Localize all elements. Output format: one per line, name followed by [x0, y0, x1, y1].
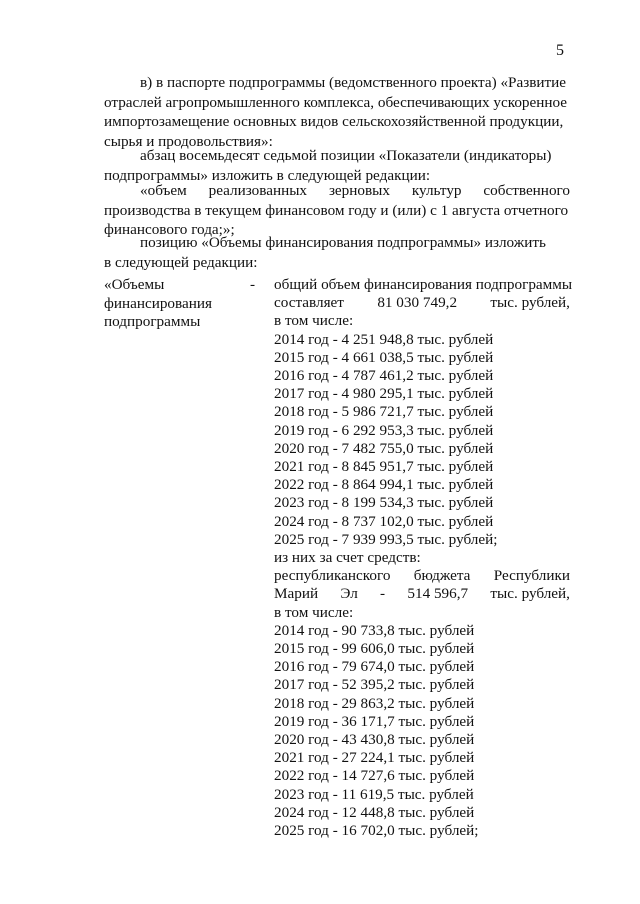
- position-line-1: позицию «Объемы финансирования подпрограммы» изложить: [140, 234, 546, 251]
- budget-dash: -: [380, 585, 386, 603]
- budget-unit: тыс. рублей,: [490, 585, 570, 603]
- intro-line-1: в) в паспорте подпрограммы (ведомственного проекта) «Развитие: [140, 74, 567, 91]
- total-amount: 81 030 749,2: [377, 294, 458, 312]
- year-total-row: 2015 год - 4 661 038,5 тыс. рублей: [274, 348, 494, 366]
- year-total-row: 2022 год - 8 864 994,1 тыс. рублей: [274, 476, 494, 494]
- in-that-label-2: в том числе:: [274, 603, 354, 621]
- quote-word: реализованных: [208, 182, 308, 199]
- left-label-line: подпрограммы: [104, 313, 201, 330]
- year-budget-row: 2017 год - 52 395,2 тыс. рублей: [274, 676, 475, 694]
- table-left-label: [104, 276, 266, 332]
- total-word: составляет: [274, 294, 344, 312]
- year-total-row: 2016 год - 4 787 461,2 тыс. рублей: [274, 367, 494, 385]
- year-total-row: 2019 год - 6 292 953,3 тыс. рублей: [274, 421, 494, 439]
- budget-amount: 514 596,7: [407, 585, 469, 603]
- budget-line-2: [274, 585, 570, 603]
- table-right-content: [274, 276, 573, 840]
- total-unit: тыс. рублей,: [490, 294, 570, 312]
- table-dash: -: [250, 276, 256, 293]
- left-label-line: финансирования: [104, 294, 212, 312]
- position-paragraph: [104, 233, 570, 272]
- year-total-row: 2017 год - 4 980 295,1 тыс. рублей: [274, 385, 494, 403]
- quote-line-1: [104, 181, 570, 201]
- abzac-line-2: подпрограммы» изложить в следующей редакции:: [104, 166, 431, 184]
- year-budget-row: 2015 год - 99 606,0 тыс. рублей: [274, 640, 475, 658]
- quote-word: культур: [411, 182, 462, 199]
- budget-word: республиканского: [274, 567, 391, 585]
- year-total-row: 2024 год - 8 737 102,0 тыс. рублей: [274, 512, 494, 530]
- years-total-list: [274, 331, 570, 549]
- position-line-2: в следующей редакции:: [104, 253, 258, 271]
- year-budget-row: 2021 год - 27 224,1 тыс. рублей: [274, 749, 475, 767]
- intro-line-4: сырья и продовольствия»:: [104, 132, 273, 150]
- year-budget-row: 2024 год - 12 448,8 тыс. рублей: [274, 803, 475, 821]
- quote-line-3: финансового года;»;: [104, 221, 235, 238]
- year-total-row: 2018 год - 5 986 721,7 тыс. рублей: [274, 403, 494, 421]
- budget-line-1: [274, 567, 570, 585]
- year-budget-row: 2019 год - 36 171,7 тыс. рублей: [274, 712, 475, 730]
- abzac-paragraph: [104, 146, 570, 185]
- year-total-row: 2025 год - 7 939 993,5 тыс. рублей;: [274, 530, 498, 548]
- of-them-label: из них за счет средств:: [274, 549, 421, 567]
- total-line-2: [274, 294, 570, 312]
- quote-paragraph: [104, 181, 570, 240]
- year-budget-row: 2018 год - 29 863,2 тыс. рублей: [274, 694, 475, 712]
- year-total-row: 2020 год - 7 482 755,0 тыс. рублей: [274, 439, 494, 457]
- in-that-label: в том числе:: [274, 312, 354, 330]
- year-budget-row: 2023 год - 11 619,5 тыс. рублей: [274, 785, 474, 803]
- year-budget-row: 2020 год - 43 430,8 тыс. рублей: [274, 731, 475, 749]
- quote-word: собственного: [483, 182, 570, 199]
- year-total-row: 2014 год - 4 251 948,8 тыс. рублей: [274, 330, 494, 348]
- quote-word: «объем: [140, 182, 187, 199]
- left-label-line: «Объемы: [104, 276, 165, 293]
- budget-word: Марий: [274, 585, 319, 603]
- intro-line-3: импортозамещение основных видов сельскохозяйственной продукции,: [104, 113, 564, 130]
- year-budget-row: 2014 год - 90 733,8 тыс. рублей: [274, 621, 475, 639]
- year-total-row: 2021 год - 8 845 951,7 тыс. рублей: [274, 458, 494, 476]
- page-number: 5: [556, 42, 564, 59]
- year-budget-row: 2025 год - 16 702,0 тыс. рублей;: [274, 822, 479, 840]
- years-budget-list: [274, 622, 570, 840]
- total-line-1: общий объем финансирования подпрограммы: [274, 276, 573, 293]
- abzac-line-1: абзац восемьдесят седьмой позиции «Показатели (индикаторы): [140, 147, 552, 164]
- budget-word: Республики: [493, 567, 570, 585]
- budget-word: Эл: [340, 585, 358, 603]
- budget-word: бюджета: [413, 567, 471, 585]
- year-budget-row: 2016 год - 79 674,0 тыс. рублей: [274, 658, 475, 676]
- year-budget-row: 2022 год - 14 727,6 тыс. рублей: [274, 767, 475, 785]
- intro-line-2: отраслей агропромышленного комплекса, обеспечивающих ускоренное: [104, 93, 568, 111]
- intro-paragraph: [104, 73, 570, 151]
- year-total-row: 2023 год - 8 199 534,3 тыс. рублей: [274, 494, 494, 512]
- quote-word: зерновых: [328, 182, 390, 199]
- quote-line-2: производства в текущем финансовом году и (или) с 1 августа отчетного: [104, 201, 569, 219]
